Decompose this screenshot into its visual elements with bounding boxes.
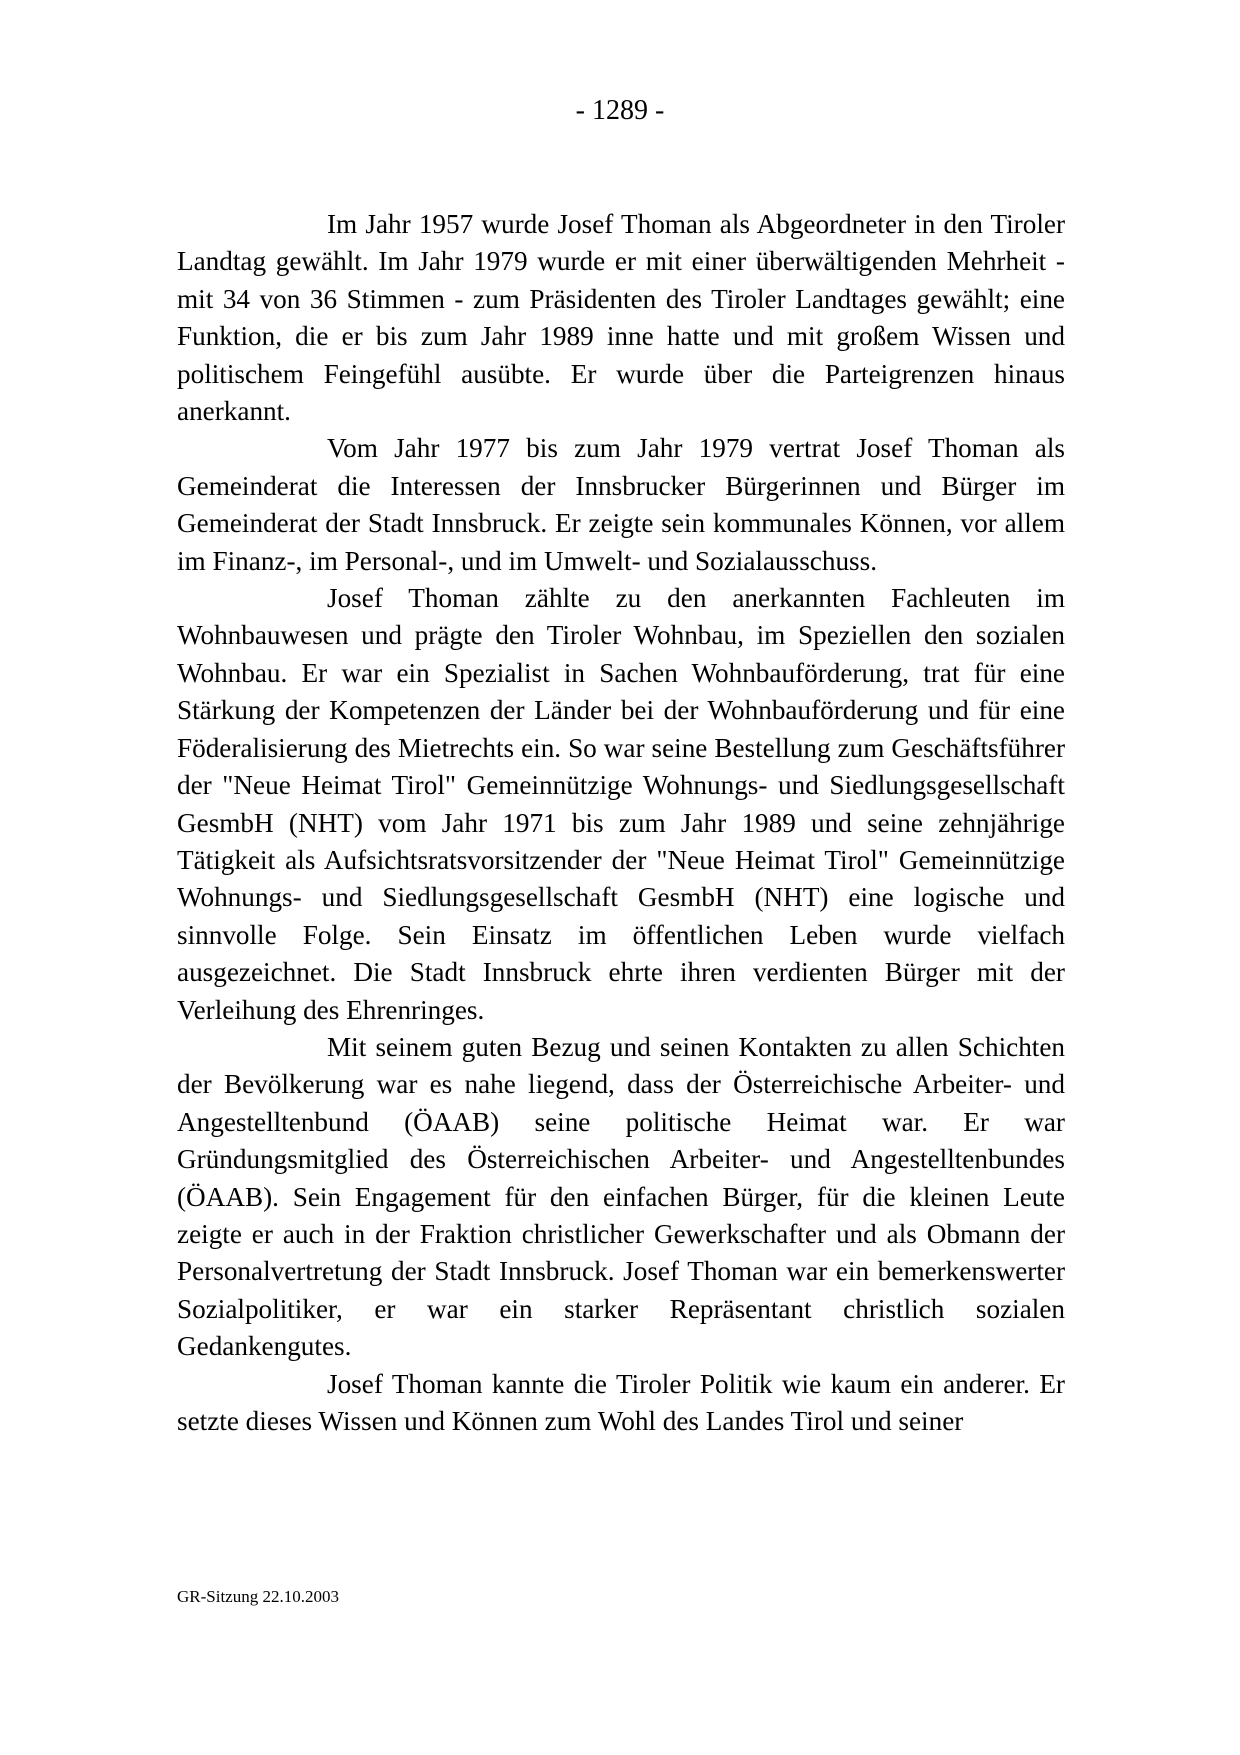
paragraph-4: Mit seinem guten Bezug und seinen Kontakten zu allen Schichten der Bevölkerung war es nahe liegend, dass der Österreichische Arbeiter- und Angestelltenbund (ÖAAB) seine politische Heimat war. Er war Gründungsmitglied des Österreichischen Arbeiter- und Angestelltenbundes (ÖAAB). Sein Engagement für den einfachen Bürger, für die kleinen Leute zeigte er auch in der Fraktion christlicher Gewerkschafter und als Obmann der Personalvertretung der Stadt Innsbruck. Josef Thoman war ein bemerkenswerter Sozialpolitiker, er war ein starker Repräsentant christlich sozialen Gedankengutes. <box>177 1031 1065 1362</box>
paragraph-3: Josef Thoman zählte zu den anerkannten Fachleuten im Wohnbauwesen und prägte den Tiroler Wohnbau, im Speziellen den sozialen Wohnbau. Er war ein Spezialist in Sachen Wohnbauförderung, trat für eine Stärkung der Kompetenzen der Länder bei der Wohnbauförderung und für eine Föderalisierung des Mietrechts ein. So war seine Bestellung zum Geschäftsführer der "Neue Heimat Tirol" Gemeinnützige Wohnungs- und Siedlungsgesellschaft GesmbH (NHT) vom Jahr 1971 bis zum Jahr 1989 und seine zehnjährige Tätigkeit als Aufsichtsratsvorsitzender der "Neue Heimat Tirol" Gemeinnützige Wohnungs- und Siedlungsgesellschaft GesmbH (NHT) eine logische und sinnvolle Folge. Sein Einsatz im öffentlichen Leben wurde vielfach ausgezeichnet. Die Stadt Innsbruck ehrte ihren verdienten Bürger mit der Verleihung des Ehrenringes. <box>177 583 1065 1025</box>
document-body <box>177 206 1065 1440</box>
page-number: - 1289 - <box>575 95 665 126</box>
paragraph-2: Vom Jahr 1977 bis zum Jahr 1979 vertrat Josef Thoman als Gemeinderat die Interessen der Innsbrucker Bürgerinnen und Bürger im Gemeinderat der Stadt Innsbruck. Er zeigte sein kommunales Können, vor allem im Finanz-, im Personal-, und im Umwelt- und Sozialausschuss. <box>177 433 1065 576</box>
paragraph-5: Josef Thoman kannte die Tiroler Politik wie kaum ein anderer. Er setzte dieses Wissen und Können zum Wohl des Landes Tirol und seiner <box>177 1368 1065 1436</box>
paragraph-1: Im Jahr 1957 wurde Josef Thoman als Abgeordneter in den Tiroler Landtag gewählt. Im Jahr 1979 wurde er mit einer überwältigenden Mehrheit - mit 34 von 36 Stimmen - zum Präsidenten des Tiroler Landtages gewählt; eine Funktion, die er bis zum Jahr 1989 inne hatte und mit großem Wissen und politischem Feingefühl ausübte. Er wurde über die Parteigrenzen hinaus anerkannt. <box>177 209 1065 427</box>
footer-session-label: GR-Sitzung 22.10.2003 <box>177 1587 339 1606</box>
